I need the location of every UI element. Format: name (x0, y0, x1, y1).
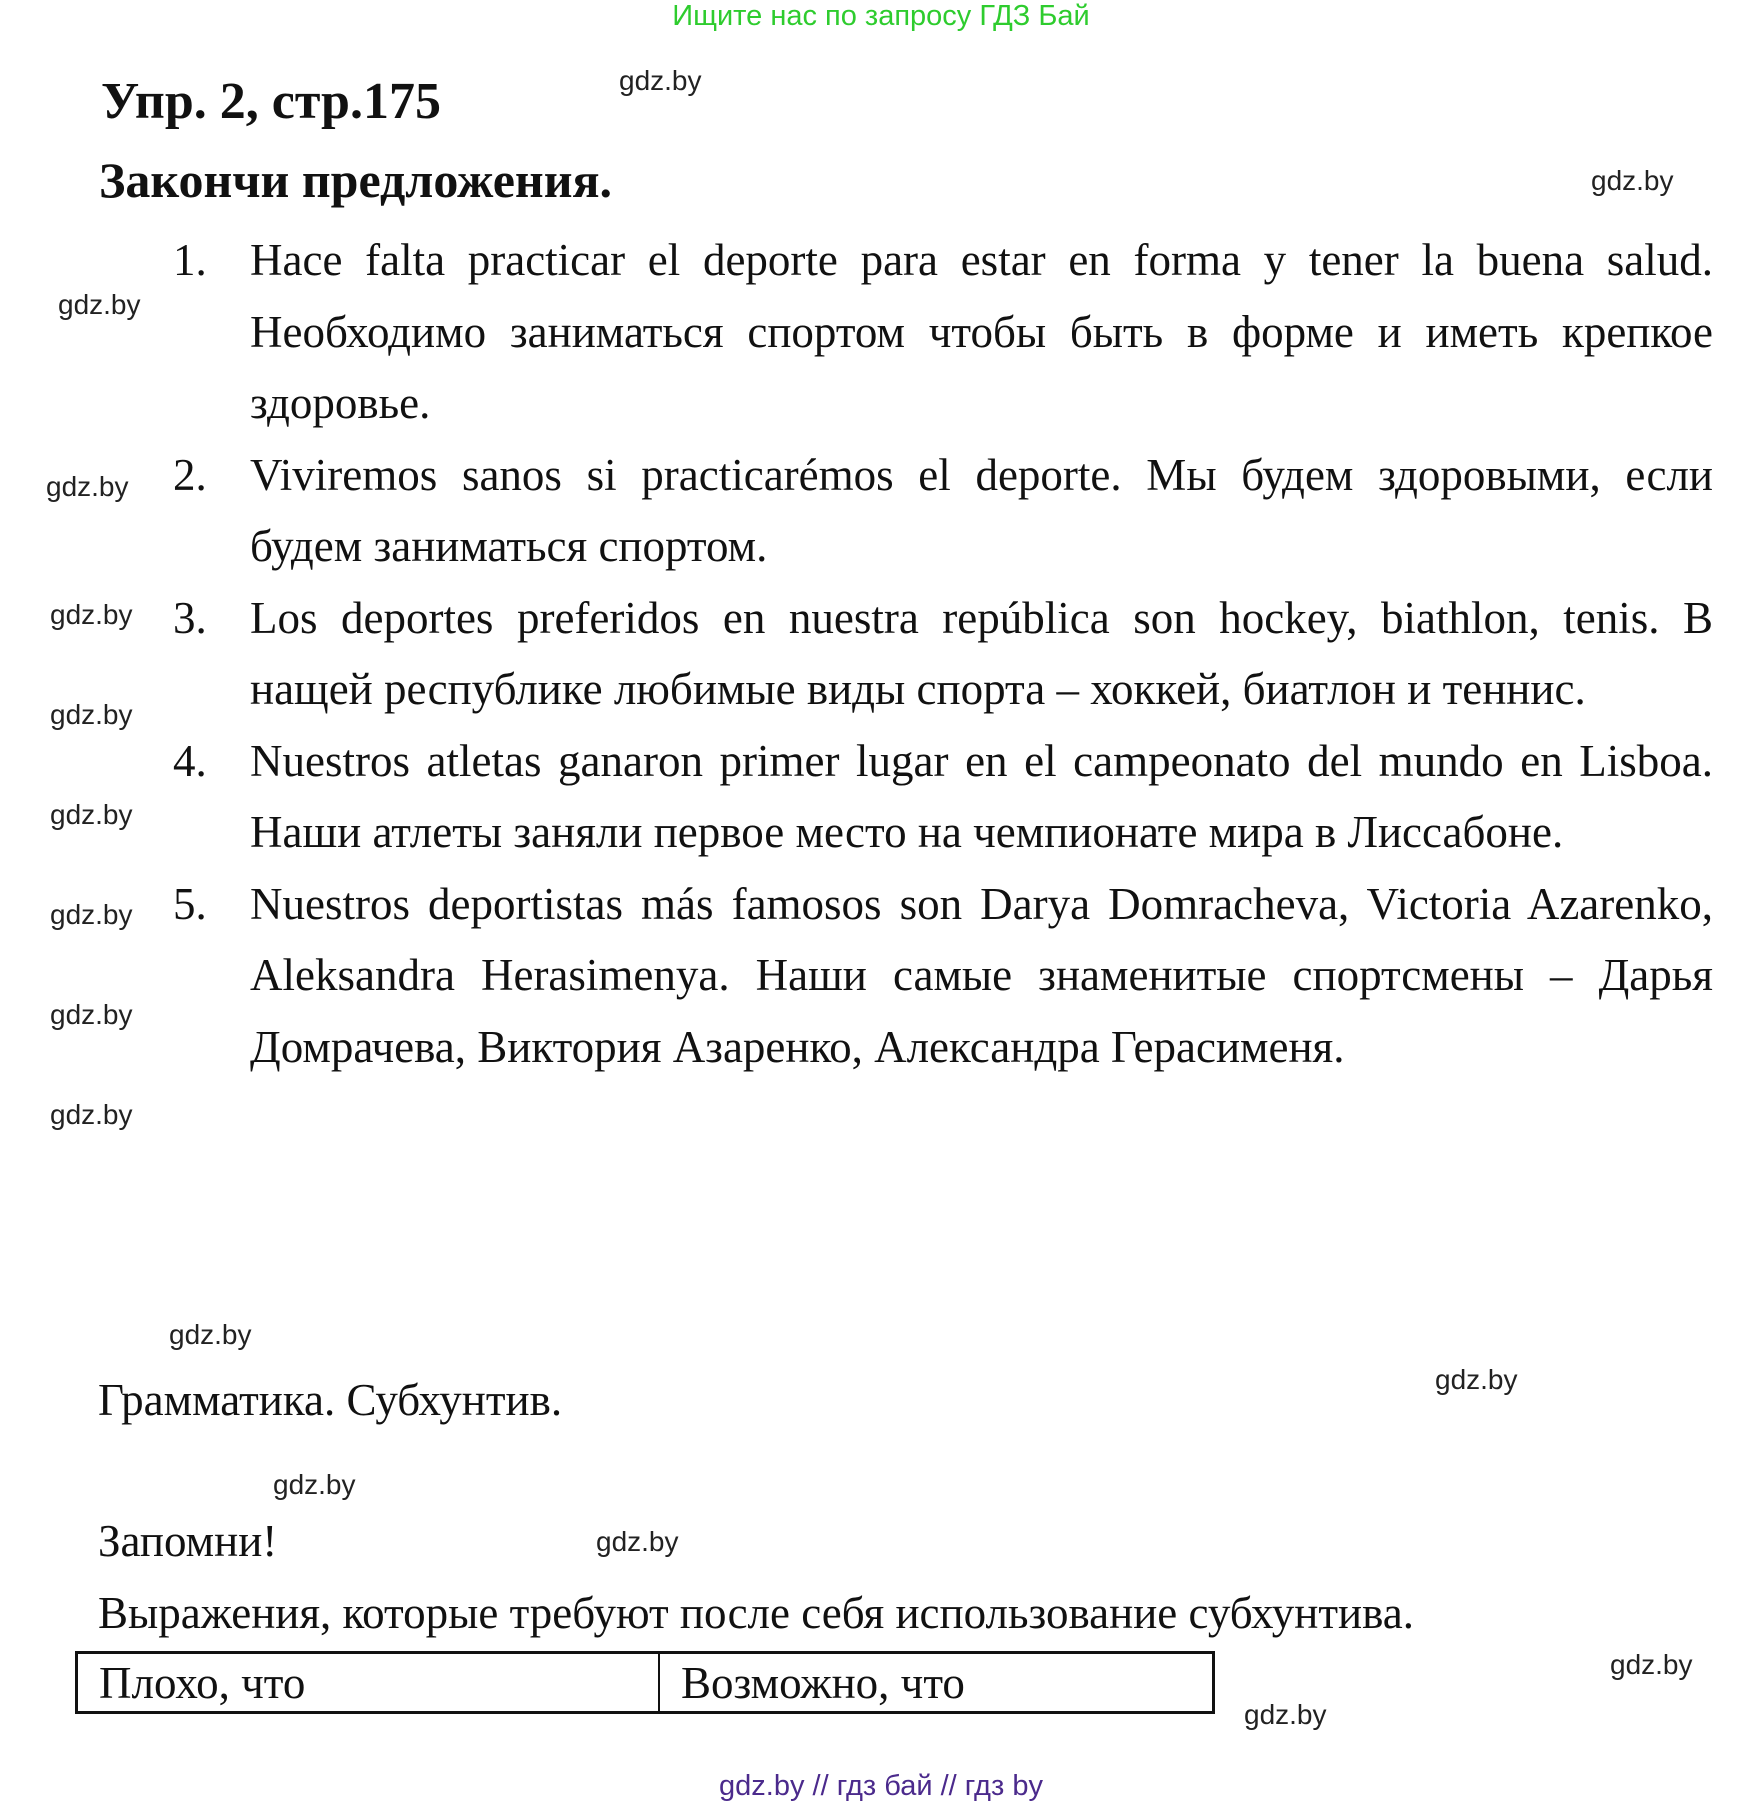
watermark: gdz.by (1610, 1649, 1693, 1680)
list-item (173, 440, 1713, 583)
list-item (173, 583, 1713, 726)
watermark: gdz.by (58, 289, 141, 320)
table-cell: Возможно, что (681, 1658, 965, 1708)
watermark: gdz.by (1591, 165, 1674, 196)
watermark: gdz.by (50, 1099, 133, 1130)
item-number: 3. (173, 592, 207, 643)
list-item (173, 869, 1713, 1084)
watermark: gdz.by (1435, 1364, 1518, 1395)
list-item (173, 225, 1713, 440)
watermark: gdz.by (46, 471, 129, 502)
remember-label: Запомни! (98, 1516, 278, 1566)
item-number: 1. (173, 235, 207, 285)
footer-links: gdz.by // гдз бай // гдз by (719, 1770, 1043, 1802)
item-number: 5. (173, 878, 207, 929)
watermark: gdz.by (50, 899, 133, 930)
item-text: Nuestros deportistas más famosos son Darya Domracheva, Victoria Azarenko, Aleksandra Herasimenya. Наши самые знаменитые спортсмены – Дарья Домрачева, Виктория Азаренко, Александра Герасименя. (250, 878, 1713, 1072)
exercise-task: Закончи предложения. (99, 152, 613, 208)
watermark: gdz.by (596, 1526, 679, 1557)
expressions-text: Выражения, которые требуют после себя использование субхунтива. (98, 1588, 1414, 1638)
exercise-title: Упр. 2, стр.175 (101, 73, 441, 130)
table-cell: Плохо, что (78, 1654, 660, 1711)
expressions-table (75, 1651, 1215, 1714)
item-text: Viviremos sanos si practicarémos el deporte. Мы будем здоровыми, если будем заниматься спортом. (250, 449, 1713, 571)
list-item (173, 726, 1713, 869)
watermark: gdz.by (273, 1469, 356, 1500)
grammar-heading: Грамматика. Субхунтив. (98, 1375, 563, 1425)
watermark: gdz.by (1244, 1699, 1327, 1730)
watermark: gdz.by (50, 999, 133, 1030)
watermark: gdz.by (169, 1319, 252, 1350)
search-banner: Ищите нас по запросу ГДЗ Бай (672, 0, 1090, 32)
item-number: 4. (173, 735, 207, 786)
watermark: gdz.by (50, 799, 133, 830)
item-text: Nuestros atletas ganaron primer lugar en el campeonato del mundo en Lisboa. Наши атлеты заняли первое место на чемпионате мира в Лиссабоне. (250, 735, 1713, 857)
watermark: gdz.by (619, 65, 702, 96)
watermark: gdz.by (50, 699, 133, 730)
watermark: gdz.by (50, 599, 133, 630)
answer-list (173, 225, 1713, 1083)
item-text: Hace falta practicar el deporte para estar en forma y tener la buena salud. Необходимо заниматься спортом чтобы быть в форме и иметь крепкое здоровье. (250, 235, 1713, 428)
item-text: Los deportes preferidos en nuestra república son hockey, biathlon, tenis. В нащей республике любимые виды спорта – хоккей, биатлон и теннис. (250, 592, 1713, 714)
item-number: 2. (173, 449, 207, 500)
